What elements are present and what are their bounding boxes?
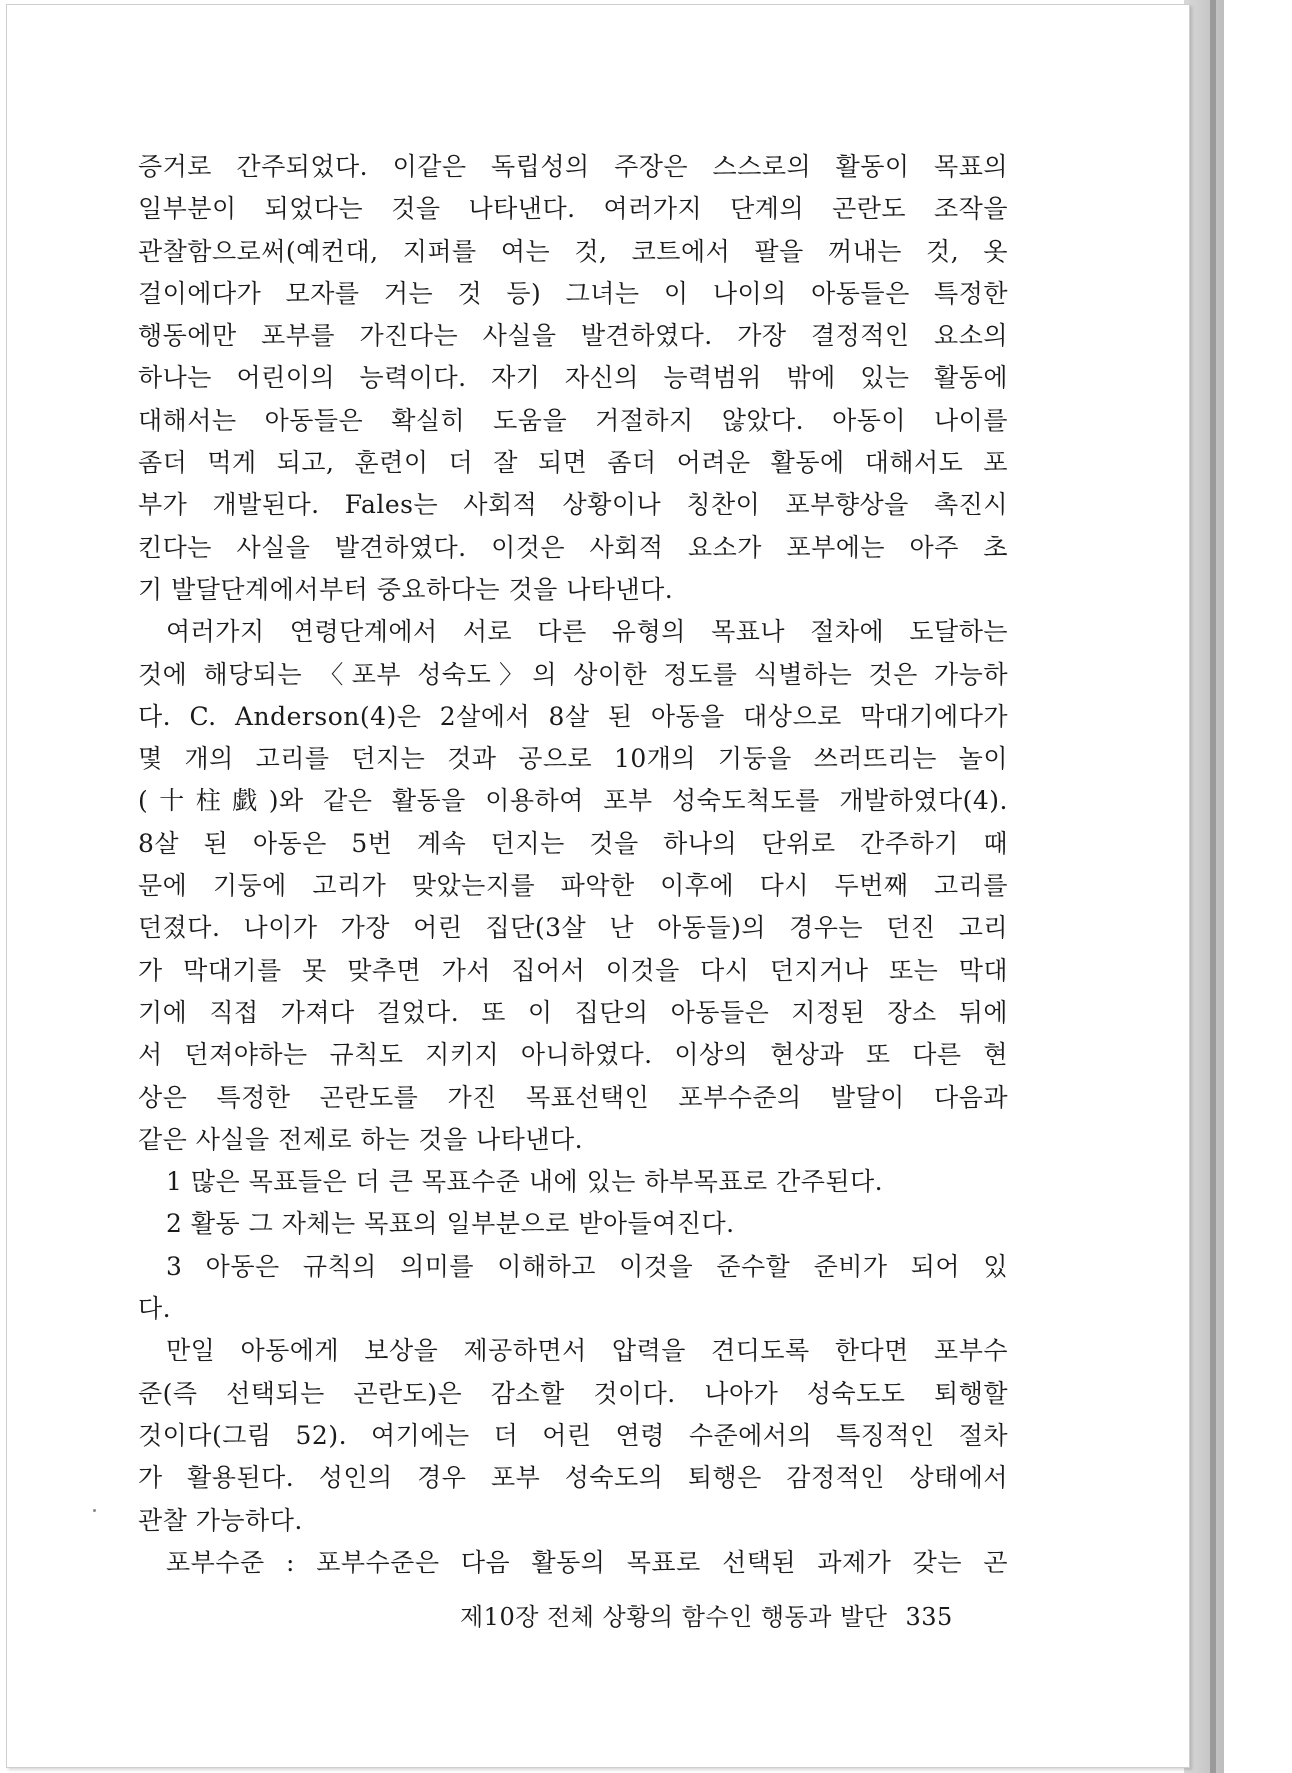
text-line: 것이다(그림 52). 여기에는 더 어린 연령 수준에서의 특징적인 절차 — [138, 1420, 1008, 1450]
text-line: 준(즉 선택되는 곤란도)은 감소할 것이다. 나아가 성숙도도 퇴행할 — [138, 1378, 1008, 1408]
text-line: 걸이에다가 모자를 거는 것 등) 그녀는 이 나이의 아동들은 특정한 — [138, 278, 1008, 308]
text-line: 부가 개발된다. Fales는 사회적 상황이나 칭찬이 포부향상을 촉진시 — [138, 490, 1008, 520]
text-line: 여러가지 연령단계에서 서로 다른 유형의 목표나 절차에 도달하는 — [166, 617, 1008, 647]
page-footer — [460, 1597, 990, 1632]
list-item: 2 활동 그 자체는 목표의 일부분으로 받아들여진다. — [166, 1209, 735, 1239]
list-item: 1 많은 목표들은 더 큰 목표수준 내에 있는 하부목표로 간주된다. — [166, 1167, 884, 1197]
page-number: 335 — [905, 1603, 953, 1631]
list-item: 3 아동은 규칙의 의미를 이해하고 이것을 준수할 준비가 되어 있 — [166, 1251, 1008, 1281]
page-edge-shadow — [1210, 0, 1216, 1773]
text-line: 던졌다. 나이가 가장 어린 집단(3살 난 아동들)의 경우는 던진 고리 — [138, 913, 1008, 943]
text-line: 가 막대기를 못 맞추면 가서 집어서 이것을 다시 던지거나 또는 막대 — [138, 955, 1008, 985]
text-line: 상은 특정한 곤란도를 가진 목표선택인 포부수준의 발달이 다음과 — [138, 1082, 1008, 1112]
text-line: 문에 기둥에 고리가 맞았는지를 파악한 이후에 다시 두번째 고리를 — [138, 871, 1008, 901]
text-line: 서 던져야하는 규칙도 지키지 아니하였다. 이상의 현상과 또 다른 현 — [138, 1040, 1008, 1070]
text-line: 몇 개의 고리를 던지는 것과 공으로 10개의 기둥을 쓰러뜨리는 놀이 — [138, 744, 1008, 774]
text-line: 증거로 간주되었다. 이같은 독립성의 주장은 스스로의 활동이 목표의 — [138, 152, 1008, 181]
text-line: (十柱戯)와 같은 활동을 이용하여 포부 성숙도척도를 개발하였다(4). — [138, 786, 1008, 816]
text-line: 기에 직접 가져다 걸었다. 또 이 집단의 아동들은 지정된 장소 뒤에 — [138, 997, 1008, 1027]
text-line: 만일 아동에게 보상을 제공하면서 압력을 견디도록 한다면 포부수 — [166, 1336, 1008, 1366]
scan-speck — [93, 1509, 96, 1512]
text-line: 가 활용된다. 성인의 경우 포부 성숙도의 퇴행은 감정적인 상태에서 — [138, 1463, 1008, 1493]
text-line: 대해서는 아동들은 확실히 도움을 거절하지 않았다. 아동이 나이를 — [138, 405, 1008, 435]
text-line: 다. C. Anderson(4)은 2살에서 8살 된 아동을 대상으로 막대기에다가 — [138, 701, 1008, 731]
body-text — [138, 146, 1008, 1584]
text-line: 관찰 가능하다. — [138, 1505, 303, 1535]
text-line: 다. — [138, 1294, 172, 1324]
text-line: 일부분이 되었다는 것을 나타낸다. 여러가지 단계의 곤란도 조작을 — [138, 194, 1008, 224]
text-line: 8살 된 아동은 5번 계속 던지는 것을 하나의 단위로 간주하기 때 — [138, 828, 1008, 858]
text-line: 기 발달단계에서부터 중요하다는 것을 나타낸다. — [138, 574, 674, 604]
text-line: 포부수준 : 포부수준은 다음 활동의 목표로 선택된 과제가 갖는 곤 — [166, 1547, 1008, 1577]
text-line: 킨다는 사실을 발견하였다. 이것은 사회적 요소가 포부에는 아주 초 — [138, 532, 1008, 562]
text-line: 행동에만 포부를 가진다는 사실을 발견하였다. 가장 결정적인 요소의 — [138, 321, 1008, 351]
text-line: 좀더 먹게 되고, 훈련이 더 잘 되면 좀더 어려운 활동에 대해서도 포 — [138, 448, 1008, 478]
text-line: 같은 사실을 전제로 하는 것을 나타낸다. — [138, 1124, 584, 1154]
page-edge — [1184, 0, 1224, 1773]
text-line: 것에 해당되는 〈포부 성숙도〉의 상이한 정도를 식별하는 것은 가능하 — [138, 659, 1008, 689]
text-line: 관찰함으로써(예컨대, 지퍼를 여는 것, 코트에서 팔을 꺼내는 것, 옷 — [138, 236, 1008, 266]
text-line: 하나는 어린이의 능력이다. 자기 자신의 능력범위 밖에 있는 활동에 — [138, 363, 1008, 393]
chapter-title: 제10장 전체 상황의 함수인 행동과 발단 — [460, 1603, 888, 1631]
